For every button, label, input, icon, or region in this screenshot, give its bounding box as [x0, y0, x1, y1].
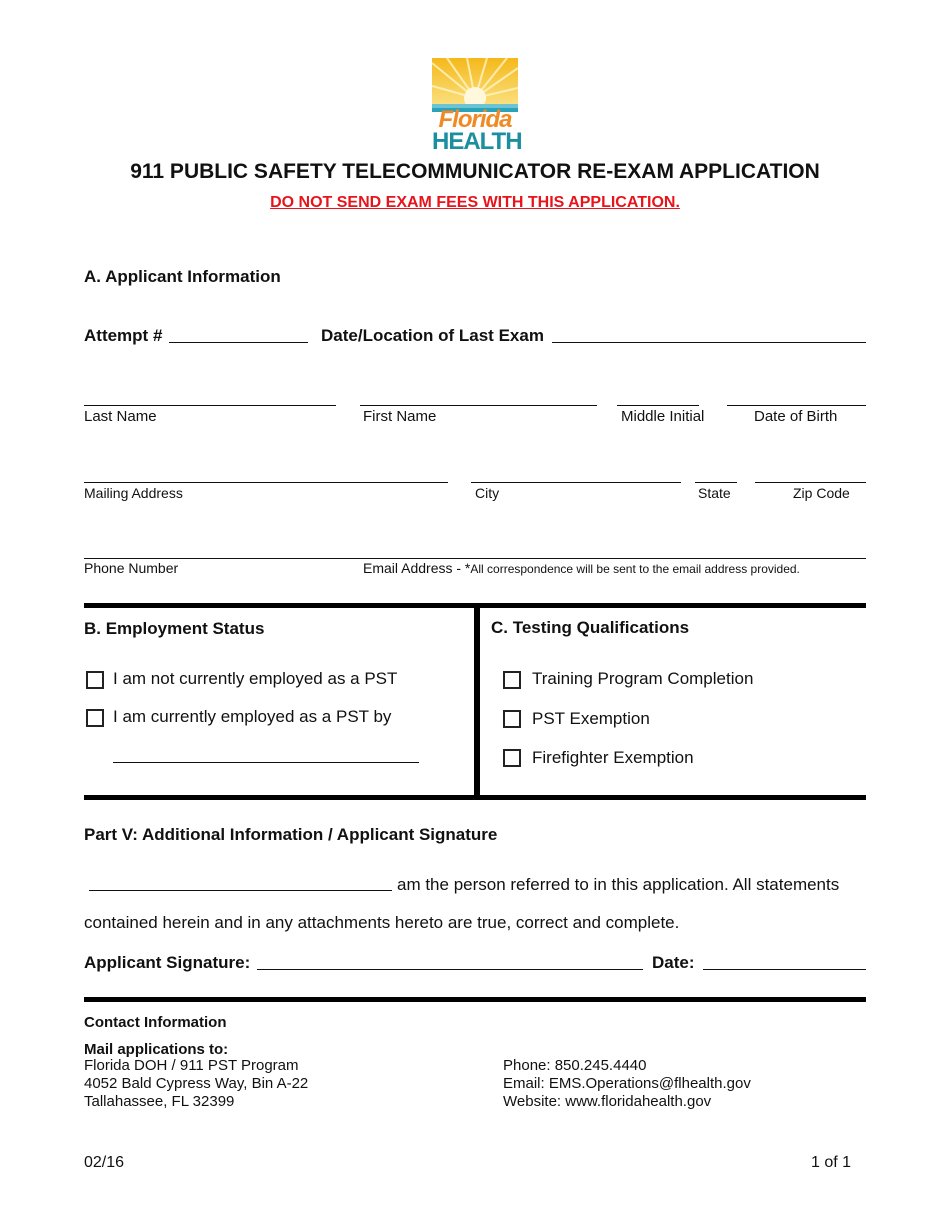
- phone-number-label: Phone Number: [84, 560, 179, 576]
- contact-heading: Contact Information: [84, 1014, 227, 1031]
- contact-phone: Phone: 850.245.4440: [503, 1057, 647, 1074]
- box-divider: [474, 603, 480, 800]
- logo-health-text: HEALTH: [432, 128, 522, 155]
- mail-heading: Mail applications to:: [84, 1041, 229, 1058]
- last-name-label: Last Name: [84, 408, 157, 425]
- contact-website: Website: www.floridahealth.gov: [503, 1093, 712, 1110]
- employer-field[interactable]: [113, 762, 419, 763]
- contact-top-rule: [84, 997, 866, 1002]
- logo-florida-text: Florida: [438, 106, 512, 133]
- contact-email: Email: EMS.Operations@flhealth.gov: [503, 1075, 751, 1092]
- pst-exemption-checkbox[interactable]: [503, 710, 521, 728]
- address-line-2: 4052 Bald Cypress Way, Bin A-22: [84, 1075, 309, 1092]
- date-field[interactable]: [703, 969, 866, 970]
- phone-email-field[interactable]: [84, 558, 866, 559]
- pst-exemption-label: PST Exemption: [532, 709, 650, 728]
- middle-initial-label: Middle Initial: [621, 408, 705, 425]
- part-v-heading: Part V: Additional Information / Applicant Signature: [84, 825, 498, 844]
- email-note: All correspondence will be sent to the email address provided.: [470, 562, 800, 576]
- florida-health-logo: [432, 58, 522, 155]
- section-a-heading: A. Applicant Information: [84, 267, 281, 286]
- state-label: State: [698, 485, 731, 501]
- box-bottom-rule: [84, 795, 866, 800]
- employed-label: I am currently employed as a PST by: [113, 707, 392, 726]
- revision-date: 02/16: [84, 1154, 125, 1171]
- employed-checkbox[interactable]: [86, 709, 104, 727]
- fee-warning: DO NOT SEND EXAM FEES WITH THIS APPLICATION.: [270, 194, 680, 211]
- page-number: 1 of 1: [811, 1154, 852, 1171]
- first-name-label: First Name: [363, 408, 437, 425]
- email-label-text: Email Address - *: [363, 560, 471, 576]
- zip-code-field[interactable]: [755, 482, 866, 483]
- not-employed-label: I am not currently employed as a PST: [113, 669, 398, 688]
- mailing-address-field[interactable]: [84, 482, 448, 483]
- statement-line-1: am the person referred to in this application. All statements: [397, 875, 840, 894]
- email-address-label: [363, 560, 800, 576]
- attempt-field[interactable]: [169, 342, 308, 343]
- statement-line-2: contained herein and in any attachments hereto are true, correct and complete.: [84, 913, 680, 932]
- city-field[interactable]: [471, 482, 681, 483]
- date-label: Date:: [652, 953, 695, 972]
- mailing-address-label: Mailing Address: [84, 485, 183, 501]
- address-line-3: Tallahassee, FL 32399: [84, 1093, 235, 1110]
- applicant-name-field[interactable]: [89, 890, 392, 891]
- date-of-birth-label: Date of Birth: [754, 408, 838, 425]
- training-program-label: Training Program Completion: [532, 669, 754, 688]
- address-line-1: Florida DOH / 911 PST Program: [84, 1057, 299, 1074]
- signature-field[interactable]: [257, 969, 643, 970]
- page-title: 911 PUBLIC SAFETY TELECOMMUNICATOR RE-EXAM APPLICATION: [130, 160, 820, 183]
- middle-initial-field[interactable]: [617, 405, 699, 406]
- city-label: City: [475, 485, 500, 501]
- first-name-field[interactable]: [360, 405, 597, 406]
- signature-label: Applicant Signature:: [84, 953, 251, 972]
- firefighter-exemption-label: Firefighter Exemption: [532, 748, 694, 767]
- section-c-heading: C. Testing Qualifications: [491, 618, 690, 637]
- last-exam-field[interactable]: [552, 342, 866, 343]
- attempt-label: Attempt #: [84, 326, 163, 345]
- firefighter-exemption-checkbox[interactable]: [503, 749, 521, 767]
- not-employed-checkbox[interactable]: [86, 671, 104, 689]
- date-of-birth-field[interactable]: [727, 405, 866, 406]
- training-program-checkbox[interactable]: [503, 671, 521, 689]
- last-exam-label: Date/Location of Last Exam: [321, 326, 544, 345]
- zip-code-label: Zip Code: [793, 485, 850, 501]
- state-field[interactable]: [695, 482, 737, 483]
- last-name-field[interactable]: [84, 405, 336, 406]
- section-b-heading: B. Employment Status: [84, 619, 265, 638]
